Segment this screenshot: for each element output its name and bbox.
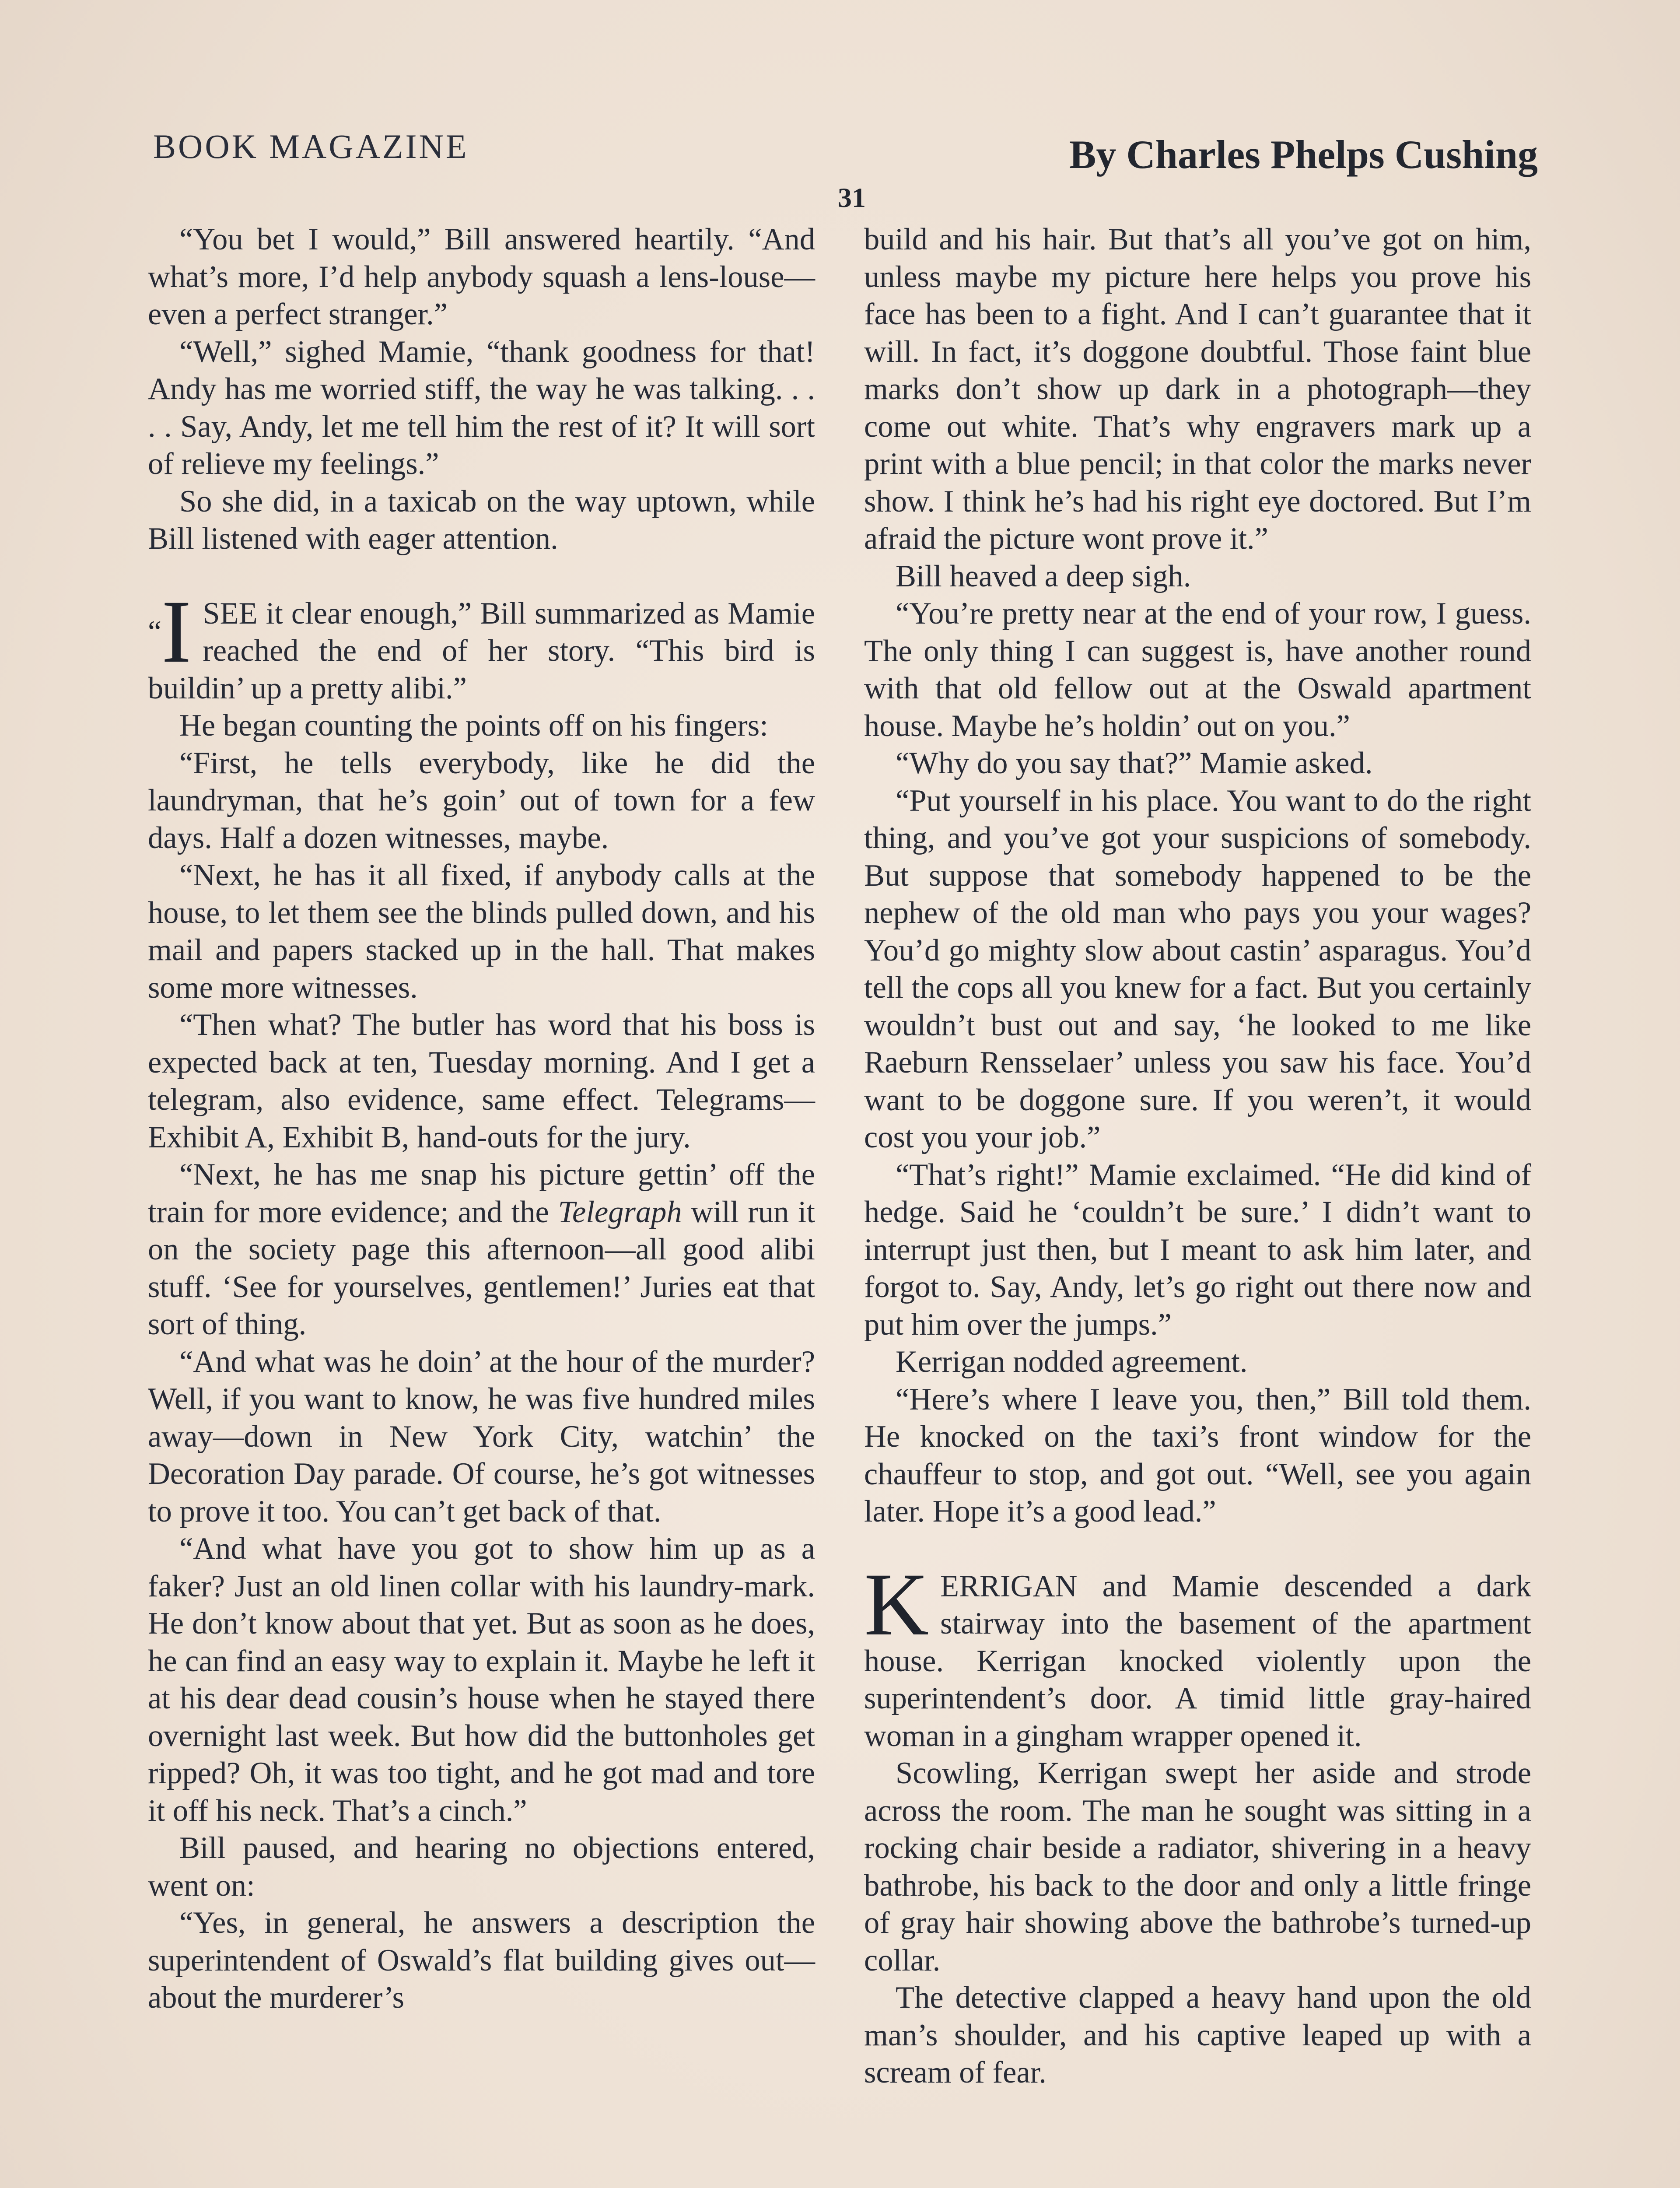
paragraph: So she did, in a taxicab on the way uptown, while Bill listened with eager attention.	[148, 484, 815, 556]
paragraph: “You bet I would,” Bill answered heartily. “And what’s more, I’d help anybody squash a lens-louse—even a perfect stranger.”	[148, 222, 815, 331]
paragraph-continued: build and his hair. But that’s all you’ve got on him, unless maybe my picture here helps you prove his face has been to a fight. And I can’t guarantee that it will. In fact, it’s doggone doubtful. Those faint blue marks don’t show up dark in a photograph—they come out white. That’s why engravers mark up a print with a blue pencil; in that color the marks never show. I think he’s had his right eye doctored. But I’m afraid the picture wont prove it.”	[864, 222, 1531, 556]
paragraph-text: ERRIGAN and Mamie descended a dark stairway into the basement of the apartment house. Kerrigan knocked violently upon the superintendent’s door. A timid little gray-haired woman in a gingham wrapper opened it.	[864, 1569, 1531, 1753]
section-opening-paragraph	[864, 1554, 1531, 1755]
paragraph	[148, 1156, 815, 1343]
left-column	[148, 221, 815, 2017]
paragraph: “First, he tells everybody, like he did the laundryman, that he’s goin’ out of town for a few days. Half a dozen witnesses, maybe.	[148, 746, 815, 855]
paragraph: “You’re pretty near at the end of your row, I guess. The only thing I can suggest is, have another round with that old fellow out at the Oswald apartment house. Maybe he’s holdin’ out on you.”	[864, 596, 1531, 743]
newspaper-title: Telegraph	[558, 1195, 682, 1229]
drop-cap	[148, 582, 192, 681]
page-number: 31	[838, 182, 866, 213]
paragraph: Kerrigan nodded agreement.	[896, 1345, 1248, 1379]
magazine-title: BOOK MAGAZINE	[153, 127, 469, 165]
author-byline: By Charles Phelps Cushing	[1069, 132, 1538, 177]
paragraph: “And what have you got to show him up as a faker? Just an old linen collar with his laundry-mark. He don’t know about that yet. But as soon as he does, he can find an easy way to explain it. Maybe he left it at his dear dead cousin’s house when he stayed there overnight last week. But how did the buttonholes get ripped? Oh, it was too tight, and he got mad and tore it off his neck. That’s a cinch.”	[148, 1532, 815, 1828]
paragraph: “Put yourself in his place. You want to do the right thing, and you’ve got your suspicions of somebody. But suppose that somebody happened to be the nephew of the old man who pays you your wages? You’d go mighty slow about castin’ asparagus. You’d tell the cops all you knew for a fact. But you certainly wouldn’t bust out and say, ‘he looked to me like Raeburn Rensselaer’ unless you saw his face. You’d want to be doggone sure. If you weren’t, it would cost you your job.”	[864, 783, 1531, 1154]
paragraph: He began counting the points off on his fingers:	[179, 708, 768, 743]
drop-cap-quote: “	[148, 614, 162, 649]
drop-cap-letter: I	[161, 582, 192, 681]
paragraph-text: SEE it clear enough,” Bill summarized as Mamie reached the end of her story. “This bird is buildin’ up a pretty alibi.”	[148, 596, 815, 705]
paragraph: “And what was he doin’ at the hour of the murder? Well, if you want to know, he was five hundred miles away—down in New York City, watchin’ the Decoration Day parade. Of course, he’s got witnesses to prove it too. You can’t get back of that.	[148, 1344, 815, 1529]
paragraph: Scowling, Kerrigan swept her aside and strode across the room. The man he sought was sitting in a rocking chair beside a radiator, shivering in a heavy bathrobe, his back to the door and only a little fringe of gray hair showing above the bathrobe’s turned-up collar.	[864, 1756, 1531, 1978]
paragraph: The detective clapped a heavy hand upon the old man’s shoulder, and his captive leaped up with a scream of fear.	[864, 1981, 1531, 2090]
section-opening-paragraph	[148, 582, 815, 708]
paragraph: Bill paused, and hearing no objections entered, went on:	[148, 1831, 815, 1903]
paragraph: “Then what? The butler has word that his boss is expected back at ten, Tuesday morning. And I get a telegram, also evidence, same effect. Telegrams—Exhibit A, Exhibit B, hand-outs for the jury.	[148, 1008, 815, 1154]
paragraph: “Next, he has it all fixed, if anybody calls at the house, to let them see the blinds pulled down, and his mail and papers stacked up in the hall. That makes some more witnesses.	[148, 858, 815, 1005]
paragraph-text: will run it on the society page this afternoon—all good alibi stuff. ‘See for yourselves, gentlemen!’ Juries eat that sort of thing.	[148, 1195, 816, 1341]
right-column	[864, 221, 1531, 2092]
paragraph-text: “Next, he has me snap his picture gettin’ off the train for more evidence; and the	[148, 1157, 815, 1229]
paragraph: “Yes, in general, he answers a description the superintendent of Oswald’s flat building gives out—about the murderer’s	[148, 1906, 815, 2015]
paragraph: “Well,” sighed Mamie, “thank goodness for that! Andy has me worried stiff, the way he was talking. . . . . Say, Andy, let me tell him the rest of it? It will sort of relieve my feelings.”	[148, 334, 815, 481]
paragraph: “Here’s where I leave you, then,” Bill told them. He knocked on the taxi’s front window for the chauffeur to stop, and got out. “Well, see you again later. Hope it’s a good lead.”	[864, 1382, 1531, 1529]
drop-cap-letter: K	[864, 1554, 929, 1654]
paragraph: “Why do you say that?” Mamie asked.	[896, 746, 1373, 780]
paragraph: “That’s right!” Mamie exclaimed. “He did kind of hedge. Said he ‘couldn’t be sure.’ I didn’t want to interrupt just then, but I meant to ask him later, and forgot to. Say, Andy, let’s go right out there now and put him over the jumps.”	[864, 1157, 1531, 1342]
paragraph: Bill heaved a deep sigh.	[896, 559, 1191, 593]
